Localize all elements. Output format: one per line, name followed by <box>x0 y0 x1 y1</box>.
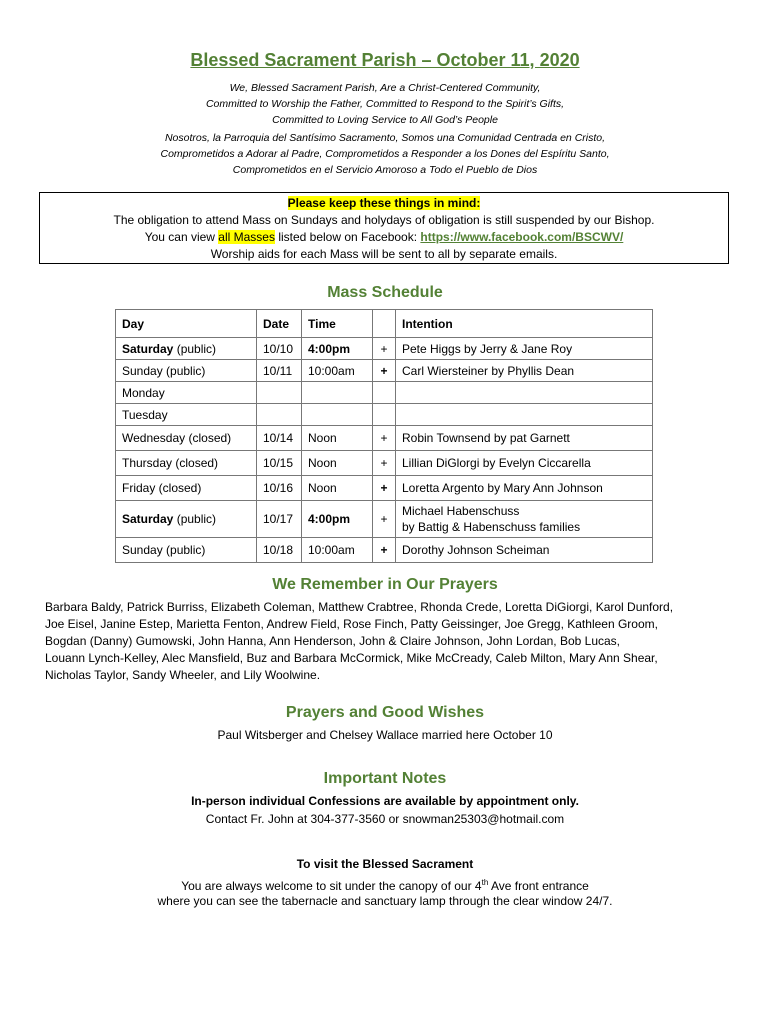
table-row <box>116 451 653 476</box>
table-row <box>116 501 653 538</box>
cell-date: 10/15 <box>257 451 302 476</box>
cell-date: 10/10 <box>257 338 302 360</box>
cell-date: 10/17 <box>257 501 302 538</box>
cell-time: Noon <box>302 426 373 451</box>
notice-box <box>39 192 729 264</box>
cell-time: Noon <box>302 451 373 476</box>
cell-intention <box>396 382 653 404</box>
notice-line-worship-aids: Worship aids for each Mass will be sent to all by separate emails. <box>210 247 558 261</box>
mission-statement-english <box>0 80 770 128</box>
cell-day: Monday <box>116 382 257 404</box>
cell-day: Sunday (public) <box>116 360 257 382</box>
wishes-title: Prayers and Good Wishes <box>285 704 485 721</box>
table-row <box>116 404 653 426</box>
cell-day: Tuesday <box>116 404 257 426</box>
cell-time: Noon <box>302 476 373 501</box>
cell-date: 10/16 <box>257 476 302 501</box>
notice-line-facebook: You can view all Masses listed below on Facebook: https://www.facebook.com/BSCWV/ <box>144 230 624 244</box>
intention-line: Michael Habenschuss <box>402 504 520 518</box>
visit-title: To visit the Blessed Sacrament <box>296 857 474 871</box>
cell-time <box>302 404 373 426</box>
mission-line: Committed to Worship the Father, Committed to Respond to the Spirit’s Gifts, <box>205 98 565 110</box>
cell-plus <box>373 404 396 426</box>
cell-intention <box>396 501 653 538</box>
cell-plus <box>373 382 396 404</box>
cell-date: 10/11 <box>257 360 302 382</box>
mass-schedule-title: Mass Schedule <box>327 284 443 301</box>
mass-schedule-table <box>115 309 653 563</box>
cell-day: Thursday (closed) <box>116 451 257 476</box>
mission-line: We, Blessed Sacrament Parish, Are a Christ-Centered Community, <box>229 82 541 94</box>
mission-line: Comprometidos en el Servicio Amoroso a Todo el Pueblo de Dios <box>232 164 538 176</box>
prayer-list-line: Bogdan (Danny) Gumowski, John Hanna, Ann Henderson, John & Claire Johnson, John Lordan, Bob Lucas, <box>45 634 621 648</box>
cell-date: 10/14 <box>257 426 302 451</box>
important-notes-title: Important Notes <box>323 770 447 787</box>
mission-line: Committed to Loving Service to All God’s People <box>272 114 498 126</box>
cell-day: Saturday (public) <box>116 338 257 360</box>
mission-line: Comprometidos a Adorar al Padre, Comprometidos a Responder a los Dones del Espíritu Santo, <box>160 148 610 160</box>
facebook-link[interactable]: https://www.facebook.com/BSCWV/ <box>420 230 624 244</box>
prayer-list-line: Louann Lynch-Kelley, Alec Mansfield, Buz and Barbara McCormick, Mike McCready, Caleb Milton, Mary Ann Shear, <box>45 651 658 665</box>
mission-statement-spanish <box>0 130 770 178</box>
cell-time: 4:00pm <box>302 338 373 360</box>
cell-day: Sunday (public) <box>116 538 257 563</box>
header-day: Day <box>116 310 257 338</box>
visit-line-2: where you can see the tabernacle and sanctuary lamp through the clear window 24/7. <box>157 894 613 908</box>
intention-line: by Battig & Habenschuss families <box>402 520 581 534</box>
header-blank <box>373 310 396 338</box>
table-row <box>116 426 653 451</box>
contact-info: Contact Fr. John at 304-377-3560 or snowman25303@hotmail.com <box>205 812 565 826</box>
cell-time <box>302 382 373 404</box>
cell-intention: Carl Wiersteiner by Phyllis Dean <box>396 360 653 382</box>
prayer-list <box>45 599 735 684</box>
table-row <box>116 382 653 404</box>
cell-plus: + <box>373 501 396 538</box>
prayer-list-line: Barbara Baldy, Patrick Burriss, Elizabeth Coleman, Matthew Crabtree, Rhonda Crede, Loretta DiGiorgi, Karol Dunford, <box>45 600 674 614</box>
cell-plus: + <box>373 476 396 501</box>
cell-date: 10/18 <box>257 538 302 563</box>
cell-date <box>257 404 302 426</box>
cell-time: 10:00am <box>302 538 373 563</box>
wishes-text: Paul Witsberger and Chelsey Wallace married here October 10 <box>217 728 553 742</box>
cell-date <box>257 382 302 404</box>
cell-intention: Lillian DiGlorgi by Evelyn Ciccarella <box>396 451 653 476</box>
remember-title: We Remember in Our Prayers <box>272 576 498 593</box>
header-date: Date <box>257 310 302 338</box>
cell-time: 10:00am <box>302 360 373 382</box>
highlight-all-masses: all Masses <box>218 230 275 244</box>
notice-line-obligation: The obligation to attend Mass on Sundays and holydays of obligation is still suspended by our Bishop. <box>113 213 655 227</box>
cell-intention: Robin Townsend by pat Garnett <box>396 426 653 451</box>
notice-heading: Please keep these things in mind: <box>287 196 481 210</box>
cell-intention <box>396 404 653 426</box>
cell-plus: + <box>373 538 396 563</box>
visit-line-1: You are always welcome to sit under the canopy of our 4th Ave front entrance <box>181 878 589 893</box>
mission-line: Nosotros, la Parroquia del Santísimo Sacramento, Somos una Comunidad Centrada en Cristo, <box>164 132 606 144</box>
cell-time: 4:00pm <box>302 501 373 538</box>
table-header-row <box>116 310 653 338</box>
header-time: Time <box>302 310 373 338</box>
cell-day: Friday (closed) <box>116 476 257 501</box>
cell-plus: + <box>373 338 396 360</box>
cell-day: Saturday (public) <box>116 501 257 538</box>
cell-intention: Dorothy Johnson Scheiman <box>396 538 653 563</box>
table-row <box>116 338 653 360</box>
table-row <box>116 360 653 382</box>
confession-notice: In-person individual Confessions are available by appointment only. <box>191 794 579 808</box>
table-row <box>116 538 653 563</box>
table-row <box>116 476 653 501</box>
page-title: Blessed Sacrament Parish – October 11, 2020 <box>190 50 580 70</box>
cell-intention: Loretta Argento by Mary Ann Johnson <box>396 476 653 501</box>
cell-plus: + <box>373 426 396 451</box>
cell-plus: + <box>373 360 396 382</box>
header-intention: Intention <box>396 310 653 338</box>
cell-plus: + <box>373 451 396 476</box>
cell-day: Wednesday (closed) <box>116 426 257 451</box>
cell-intention: Pete Higgs by Jerry & Jane Roy <box>396 338 653 360</box>
prayer-list-line: Nicholas Taylor, Sandy Wheeler, and Lily Woolwine. <box>45 668 321 682</box>
prayer-list-line: Joe Eisel, Janine Estep, Marietta Fenton, Andrew Field, Rose Finch, Patty Geissinger, Joe Gregg, Kathleen Groom, <box>45 617 658 631</box>
